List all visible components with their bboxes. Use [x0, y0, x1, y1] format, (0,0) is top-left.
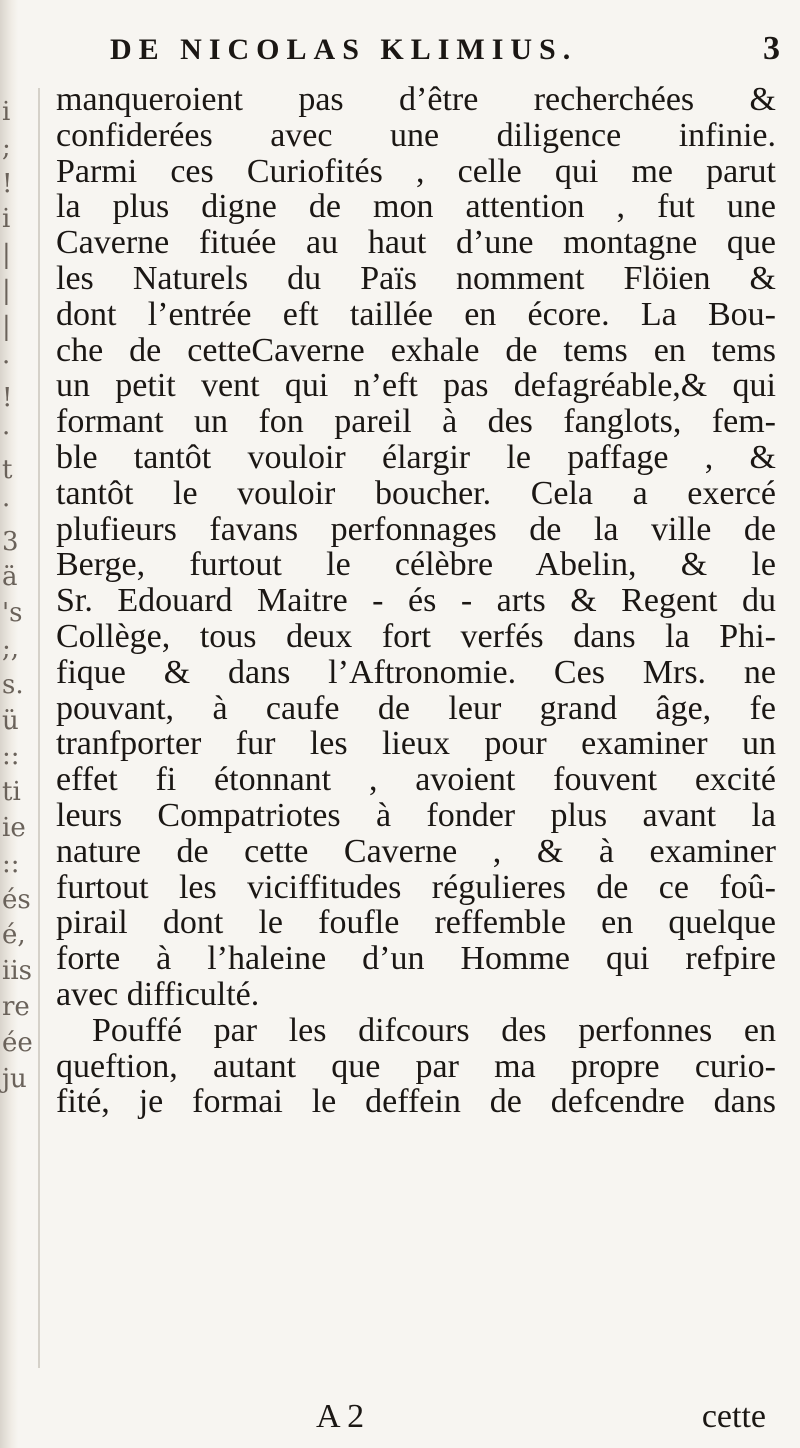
margin-fragment: · — [2, 419, 11, 450]
text-line: fique & dans l’Aftronomie. Ces Mrs. ne — [56, 653, 776, 691]
binding-shadow — [38, 88, 40, 1368]
margin-fragment: :: — [2, 848, 20, 879]
margin-fragment: i — [2, 204, 11, 235]
text-line: Parmi ces Curiofités , celle qui me parut — [56, 152, 776, 190]
text-line: Caverne fituée au haut d’une montagne que — [56, 224, 776, 262]
signature-mark: A 2 — [316, 1398, 365, 1435]
text-line: la plus digne de mon attention , fut une — [56, 188, 776, 226]
margin-fragment: t — [2, 454, 13, 485]
page-footer — [56, 1398, 776, 1438]
body-text — [56, 82, 776, 1120]
text-line: un petit vent qui n’eft pas defagréable,& qui — [56, 367, 776, 405]
catchword: cette — [701, 1398, 766, 1435]
margin-fragment: é, — [2, 920, 26, 951]
opposite-page-bleed — [2, 95, 33, 1097]
margin-fragment: re — [2, 991, 30, 1022]
margin-fragment: ä — [2, 562, 18, 593]
running-head: DE NICOLAS KLIMIUS. — [110, 33, 578, 66]
margin-fragment: · — [2, 490, 11, 521]
margin-fragment: ! — [2, 383, 13, 414]
margin-fragment: ée — [2, 1027, 33, 1058]
margin-fragment: iis — [2, 956, 32, 987]
margin-fragment: s. — [2, 669, 24, 700]
margin-fragment: | — [2, 275, 11, 306]
margin-fragment: i — [2, 97, 11, 127]
text-line: Pouffé par les difcours des perfonnes en — [92, 1011, 776, 1049]
margin-fragment: | — [2, 240, 11, 271]
text-line: Berge, furtout le célèbre Abelin, & le — [56, 546, 776, 584]
text-line: leurs Compatriotes à fonder plus avant la — [56, 796, 776, 834]
text-line: formant un fon pareil à des fanglots, fem- — [56, 403, 776, 441]
margin-fragment: ie — [2, 812, 26, 843]
text-line: fité, je formai le deffein de defcendre dans — [56, 1083, 776, 1121]
text-line: Collège, tous deux fort verfés dans la Phi- — [56, 617, 776, 655]
text-line: Sr. Edouard Maitre - és - arts & Regent du — [56, 582, 776, 620]
margin-fragment: ti — [2, 777, 21, 808]
margin-fragment: · — [2, 347, 11, 378]
page-number: 3 — [763, 30, 780, 67]
text-line: avec difficulté. — [56, 975, 260, 1013]
text-line: dont l’entrée eft taillée en écore. La Bou- — [56, 295, 776, 333]
text-line: nature de cette Caverne , & à examiner — [56, 832, 776, 870]
text-line: furtout les viciffitudes régulieres de ce foû- — [56, 868, 776, 906]
text-line: les Naturels du Païs nomment Flöien & — [56, 259, 776, 297]
margin-fragment: :: — [2, 741, 20, 772]
text-line: che de cetteCaverne exhale de tems en tems — [56, 331, 776, 369]
margin-fragment: ü — [2, 705, 19, 736]
text-line: pirail dont le foufle reffemble en quelque — [56, 904, 776, 942]
margin-fragment: ; — [2, 132, 11, 163]
text-line: queftion, autant que par ma propre curio- — [56, 1047, 776, 1085]
margin-fragment: ju — [2, 1063, 27, 1094]
text-line: confiderées avec une diligence infinie. — [56, 116, 776, 154]
text-line: forte à l’haleine d’un Homme qui refpire — [56, 940, 776, 978]
text-line: tranfporter fur les lieux pour examiner un — [56, 725, 776, 763]
text-line: pouvant, à caufe de leur grand âge, fe — [56, 689, 776, 727]
margin-fragment: és — [2, 884, 31, 915]
margin-fragment: ! — [2, 168, 13, 199]
text-line: ble tantôt vouloir élargir le paffage , & — [56, 438, 776, 476]
margin-fragment: 's — [2, 598, 23, 629]
margin-fragment: ;, — [2, 633, 20, 664]
text-line: tantôt le vouloir boucher. Cela a exercé — [56, 474, 776, 512]
text-line: manqueroient pas d’être recherchées & — [56, 81, 776, 118]
margin-fragment: | — [2, 311, 11, 342]
text-line: plufieurs favans perfonnages de la ville de — [56, 510, 776, 548]
margin-fragment: 3 — [2, 526, 19, 557]
text-line: effet fi étonnant , avoient fouvent excité — [56, 761, 776, 799]
page-header — [110, 30, 780, 68]
